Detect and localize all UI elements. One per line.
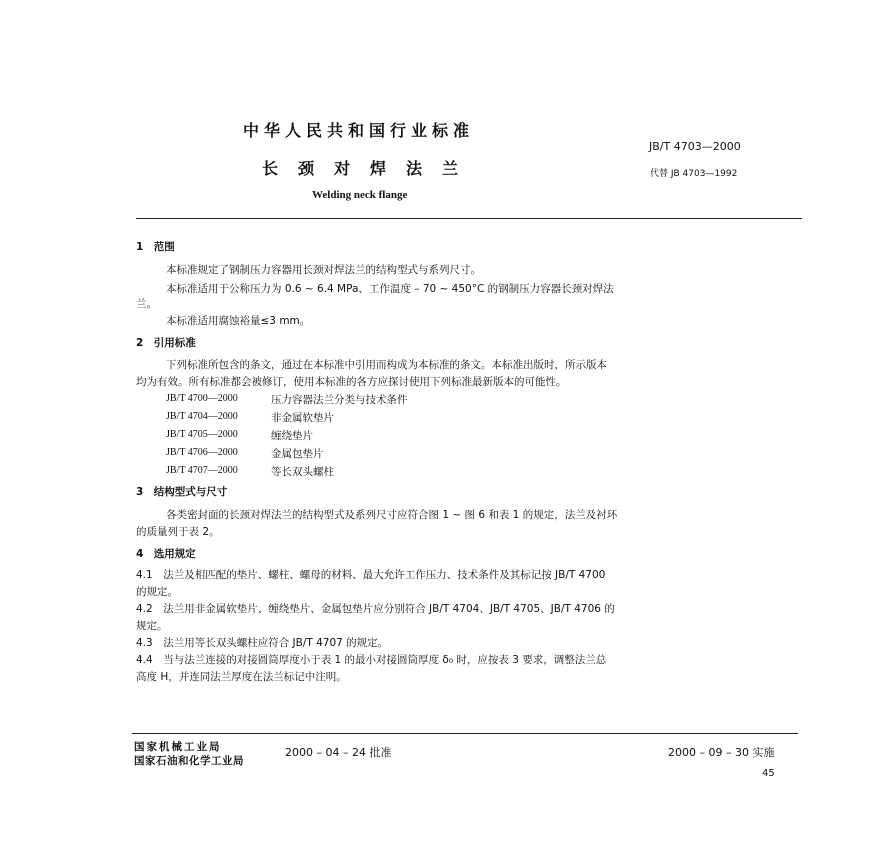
section-4-heading: 4 选用规定 — [136, 548, 196, 560]
reference-title: 压力容器法兰分类与技术条件 — [271, 394, 408, 406]
page-number: 45 — [762, 768, 775, 779]
standard-title-en: Welding neck flange — [312, 189, 408, 201]
clause-4-4-line-1: 4.4 当与法兰连接的对接圆筒厚度小于表 1 的最小对接圆筒厚度 δ₀ 时，应按表 3 要求，调整法兰总 — [136, 654, 607, 666]
reference-title: 非金属软垫片 — [271, 412, 334, 424]
standard-number: JB/T 4703—2000 — [649, 140, 741, 153]
replaces-standard: 代替 JB 4703—1992 — [650, 169, 738, 179]
implementation-date: 2000 – 09 – 30 实施 — [668, 746, 775, 759]
section-3-heading: 3 结构型式与尺寸 — [136, 486, 228, 498]
reference-code: JB/T 4705—2000 — [166, 429, 238, 440]
standard-title-cn: 长颈对焊法兰 — [262, 159, 479, 178]
reference-title: 金属包垫片 — [271, 448, 324, 460]
industry-standard-heading: 中华人民共和国行业标准 — [243, 121, 475, 140]
section-3-paragraph-line-2: 的质量列于表 2。 — [136, 526, 220, 538]
clause-4-1-line-1: 4.1 法兰及相匹配的垫片、螺柱、螺母的材料、最大允许工作压力、技术条件及其标记按 JB/T 4700 — [136, 569, 606, 581]
reference-code: JB/T 4707—2000 — [166, 465, 238, 476]
header-divider — [136, 218, 802, 219]
reference-code: JB/T 4700—2000 — [166, 393, 238, 404]
section-2-paragraph-line-2: 均为有效。所有标准都会被修订，使用本标准的各方应探讨使用下列标准最新版本的可能性。 — [136, 376, 567, 388]
clause-4-4-line-2: 高度 H，并连同法兰厚度在法兰标记中注明。 — [136, 671, 347, 683]
reference-code: JB/T 4706—2000 — [166, 447, 238, 458]
section-3-paragraph-line-1: 各类密封面的长颈对焊法兰的结构型式及系列尺寸应符合图 1 ~ 图 6 和表 1 的规定，法兰及衬环 — [166, 509, 618, 521]
reference-code: JB/T 4704—2000 — [166, 411, 238, 422]
clause-4-3: 4.3 法兰用等长双头螺柱应符合 JB/T 4707 的规定。 — [136, 637, 389, 649]
reference-title: 等长双头螺柱 — [271, 466, 334, 478]
section-2-heading: 2 引用标准 — [136, 337, 196, 349]
section-1-paragraph-3: 本标准适用腐蚀裕量≤3 mm。 — [166, 315, 311, 327]
approval-date: 2000 – 04 – 24 批准 — [285, 746, 392, 759]
reference-title: 缠绕垫片 — [271, 430, 313, 442]
clause-4-2-line-2: 规定。 — [136, 620, 168, 632]
clause-4-2-line-1: 4.2 法兰用非金属软垫片、缠绕垫片、金属包垫片应分别符合 JB/T 4704、JB/T 4705、JB/T 4706 的 — [136, 603, 615, 615]
issuing-department-1: 国家机械工业局 — [134, 741, 222, 753]
section-2-paragraph-line-1: 下列标准所包含的条文，通过在本标准中引用而构成为本标准的条文。本标准出版时，所示版本 — [166, 359, 607, 371]
section-1-heading: 1 范围 — [136, 241, 175, 253]
section-1-paragraph-1: 本标准规定了钢制压力容器用长颈对焊法兰的结构型式与系列尺寸。 — [166, 264, 481, 276]
section-1-paragraph-2-line-1: 本标准适用于公称压力为 0.6 ~ 6.4 MPa、工作温度 – 70 ~ 450°C 的钢制压力容器长颈对焊法 — [166, 283, 614, 295]
section-1-paragraph-2-line-2: 兰。 — [136, 298, 157, 310]
issuing-department-2: 国家石油和化学工业局 — [134, 755, 244, 767]
footer-divider — [132, 733, 798, 734]
clause-4-1-line-2: 的规定。 — [136, 586, 178, 598]
